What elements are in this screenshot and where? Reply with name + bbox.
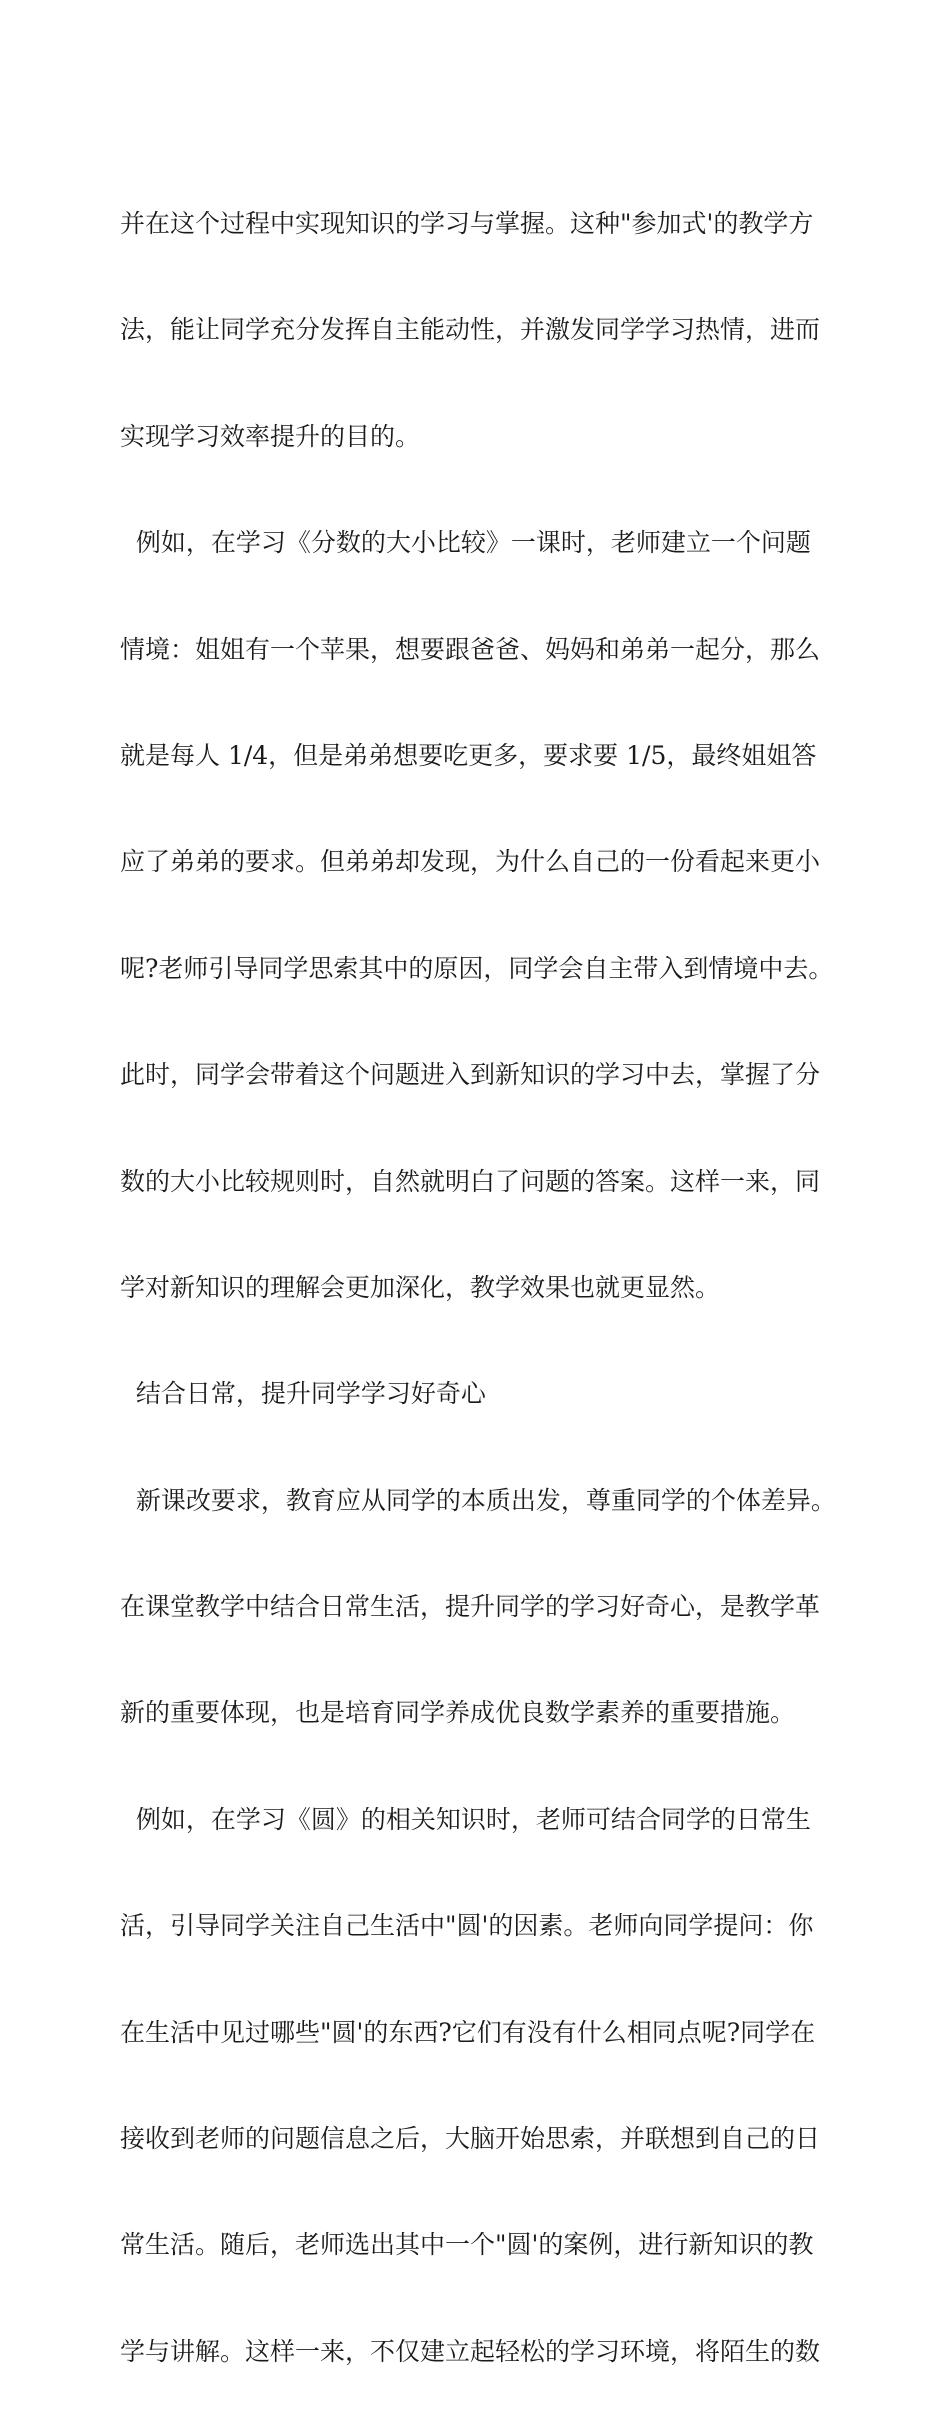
text-line: 接收到老师的问题信息之后，大脑开始思索，并联想到自己的日 <box>120 2124 821 2154</box>
text-line: 并在这个过程中实现知识的学习与掌握。这种"参加式'的教学方 <box>120 209 814 238</box>
text-line: 常生活。随后，老师选出其中一个"圆'的案例，进行新知识的教 <box>120 2230 814 2260</box>
body-text <box>120 142 840 2434</box>
text-line: 在课堂教学中结合日常生活，提升同学的学习好奇心，是教学革 <box>120 1592 821 1622</box>
text-line: 在生活中见过哪些"圆'的东西?它们有没有什么相同点呢?同学在 <box>120 2017 816 2047</box>
text-line: 此时，同学会带着这个问题进入到新知识的学习中去，掌握了分 <box>120 1060 821 1090</box>
text-line: 学与讲解。这样一来，不仅建立起轻松的学习环境，将陌生的数 <box>120 2336 821 2366</box>
text-line: 学对新知识的理解会更加深化，教学效果也就更显然。 <box>120 1272 721 1302</box>
text-line: 数的大小比较规则时，自然就明白了问题的答案。这样一来，同 <box>120 1166 821 1196</box>
text-line: 例如，在学习《圆》的相关知识时，老师可结合同学的日常生 <box>120 1804 811 1834</box>
text-line: 新课改要求，教育应从同学的本质出发，尊重同学的个体差异。 <box>120 1485 836 1515</box>
text-line: 呢?老师引导同学思索其中的原因，同学会自主带入到情境中去。 <box>120 953 834 983</box>
text-line: 活，引导同学关注自己生活中"圆'的因素。老师向同学提问：你 <box>120 1911 814 1941</box>
text-line: 例如，在学习《分数的大小比较》一课时，老师建立一个问题 <box>120 528 811 558</box>
text-line: 实现学习效率提升的目的。 <box>120 421 421 451</box>
section-heading: 结合日常，提升同学学习好奇心 <box>120 1379 486 1409</box>
text-line: 情境：姐姐有一个苹果，想要跟爸爸、妈妈和弟弟一起分，那么 <box>120 634 821 664</box>
text-line: 法，能让同学充分发挥自主能动性，并激发同学学习热情，进而 <box>120 315 821 345</box>
text-line: 就是每人 1/4，但是弟弟想要吃更多，要求要 1/5，最终姐姐答 <box>120 740 817 770</box>
text-line: 应了弟弟的要求。但弟弟却发现，为什么自己的一份看起来更小 <box>120 847 821 877</box>
text-line: 新的重要体现，也是培育同学养成优良数学素养的重要措施。 <box>120 1698 796 1728</box>
